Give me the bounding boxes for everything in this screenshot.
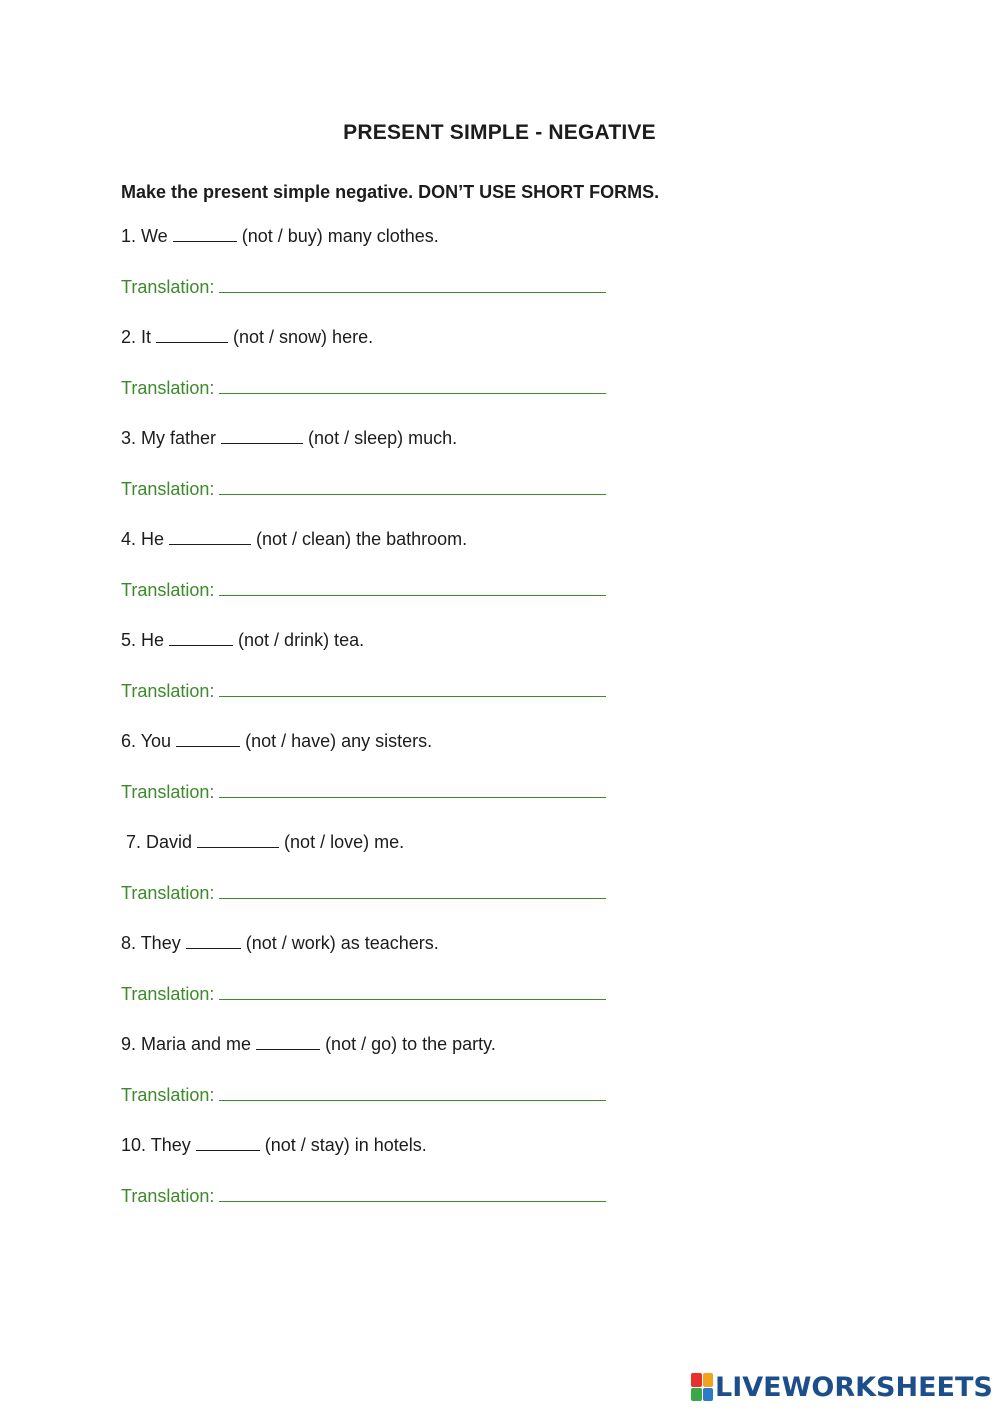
logo-square <box>691 1388 702 1402</box>
sentence-end: (not / clean) the bathroom. <box>251 529 468 549</box>
logo-text: LIVEWORKSHEETS <box>715 1371 993 1403</box>
exercise-sentence <box>121 222 439 250</box>
answer-blank[interactable] <box>221 426 303 444</box>
answer-blank[interactable] <box>173 224 237 242</box>
translation-label: Translation: <box>121 984 220 1004</box>
translation-row <box>121 1182 606 1210</box>
translation-row <box>121 677 606 705</box>
translation-input[interactable] <box>219 274 606 293</box>
translation-input[interactable] <box>219 981 606 1000</box>
sentence-start: 8. They <box>121 933 186 953</box>
translation-label: Translation: <box>121 1186 220 1206</box>
exercise-item <box>121 525 741 626</box>
translation-label: Translation: <box>121 277 220 297</box>
answer-blank[interactable] <box>197 830 279 848</box>
exercise-sentence <box>121 323 373 351</box>
sentence-end: (not / have) any sisters. <box>240 731 433 751</box>
translation-label: Translation: <box>121 782 220 802</box>
translation-label: Translation: <box>121 479 220 499</box>
exercise-sentence <box>121 727 432 755</box>
sentence-end: (not / buy) many clothes. <box>236 226 439 246</box>
translation-row <box>121 576 606 604</box>
translation-input[interactable] <box>219 476 606 495</box>
exercise-item <box>121 1131 741 1232</box>
translation-input[interactable] <box>219 678 606 697</box>
liveworksheets-logo <box>691 1371 993 1403</box>
sentence-start: 7. David <box>121 832 198 852</box>
translation-label: Translation: <box>121 580 220 600</box>
exercise-item <box>121 727 741 828</box>
translation-row <box>121 374 606 402</box>
sentence-start: 3. My father <box>121 428 222 448</box>
sentence-start: 2. It <box>121 327 157 347</box>
translation-row <box>121 879 606 907</box>
sentence-start: 10. They <box>121 1135 196 1155</box>
logo-mark-icon <box>691 1373 713 1401</box>
answer-blank[interactable] <box>169 628 233 646</box>
answer-blank[interactable] <box>176 729 240 747</box>
sentence-start: 9. Maria and me <box>121 1034 257 1054</box>
translation-input[interactable] <box>219 577 606 596</box>
translation-row <box>121 1081 606 1109</box>
answer-blank[interactable] <box>169 527 251 545</box>
sentence-end: (not / stay) in hotels. <box>259 1135 427 1155</box>
translation-label: Translation: <box>121 681 220 701</box>
translation-label: Translation: <box>121 883 220 903</box>
sentence-start: 1. We <box>121 226 173 246</box>
exercise-sentence <box>121 1131 427 1159</box>
answer-blank[interactable] <box>196 1133 260 1151</box>
translation-label: Translation: <box>121 1085 220 1105</box>
sentence-start: 6. You <box>121 731 177 751</box>
sentence-end: (not / go) to the party. <box>320 1034 496 1054</box>
translation-row <box>121 778 606 806</box>
exercise-item <box>121 1030 741 1131</box>
exercise-sentence <box>121 626 364 654</box>
exercise-item <box>121 626 741 727</box>
translation-input[interactable] <box>219 779 606 798</box>
translation-label: Translation: <box>121 378 220 398</box>
translation-input[interactable] <box>219 1183 606 1202</box>
instructions: Make the present simple negative. DON’T USE SHORT FORMS. <box>121 182 660 202</box>
answer-blank[interactable] <box>256 1032 320 1050</box>
sentence-end: (not / snow) here. <box>228 327 374 347</box>
exercise-sentence <box>121 828 404 856</box>
logo-square <box>691 1373 702 1387</box>
logo-square <box>703 1373 714 1387</box>
exercise-item <box>121 222 741 323</box>
logo-square <box>703 1388 714 1402</box>
translation-row <box>121 475 606 503</box>
exercise-item <box>121 828 741 929</box>
exercise-item <box>121 929 741 1030</box>
sentence-end: (not / drink) tea. <box>233 630 365 650</box>
sentence-start: 5. He <box>121 630 170 650</box>
sentence-start: 4. He <box>121 529 170 549</box>
translation-row <box>121 273 606 301</box>
exercise-list <box>121 222 741 1232</box>
translation-row <box>121 980 606 1008</box>
sentence-end: (not / sleep) much. <box>303 428 458 448</box>
translation-input[interactable] <box>219 375 606 394</box>
exercise-sentence <box>121 424 457 452</box>
exercise-item <box>121 424 741 525</box>
exercise-sentence <box>121 929 439 957</box>
translation-input[interactable] <box>219 880 606 899</box>
sentence-end: (not / work) as teachers. <box>240 933 439 953</box>
exercise-sentence <box>121 525 467 553</box>
answer-blank[interactable] <box>156 325 228 343</box>
exercise-sentence <box>121 1030 496 1058</box>
translation-input[interactable] <box>219 1082 606 1101</box>
page-title: PRESENT SIMPLE - NEGATIVE <box>343 121 656 144</box>
sentence-end: (not / love) me. <box>279 832 405 852</box>
answer-blank[interactable] <box>186 931 241 949</box>
exercise-item <box>121 323 741 424</box>
